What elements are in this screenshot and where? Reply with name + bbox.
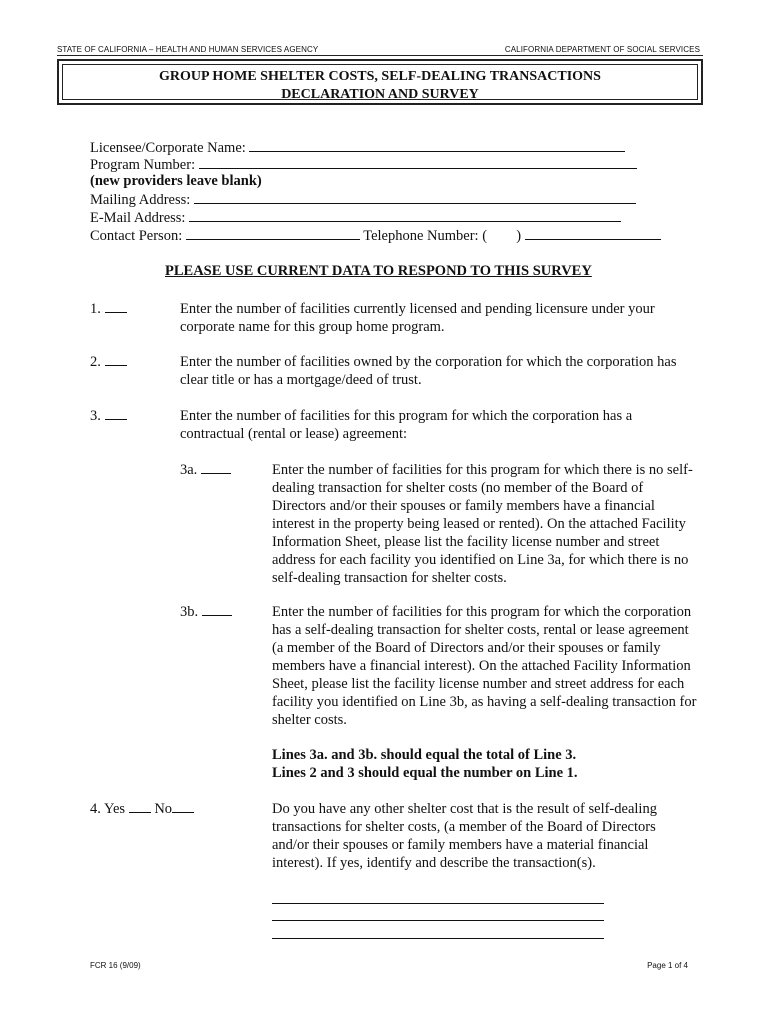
telephone-input-line[interactable] xyxy=(525,227,661,240)
email-label: E-Mail Address: xyxy=(90,210,186,226)
survey-instruction: PLEASE USE CURRENT DATA TO RESPOND TO THIS SURVEY xyxy=(165,263,592,279)
program-row xyxy=(90,156,637,174)
item-4-yes-blank[interactable] xyxy=(129,800,151,813)
telephone-close-paren: ) xyxy=(516,228,522,244)
form-title-line1: GROUP HOME SHELTER COSTS, SELF-DEALING TRANSACTIONS xyxy=(159,69,601,84)
telephone-label: Telephone Number: ( xyxy=(363,228,488,244)
note-line-2: Lines 2 and 3 should equal the number on Line 1. xyxy=(272,765,578,781)
form-title-line2: DECLARATION AND SURVEY xyxy=(281,87,479,102)
note-line-1: Lines 3a. and 3b. should equal the total of Line 3. xyxy=(272,747,577,763)
item-4-no-blank[interactable] xyxy=(172,800,194,813)
mailing-input-line[interactable] xyxy=(194,191,636,204)
answer-line-1[interactable] xyxy=(272,903,604,904)
area-code-space[interactable] xyxy=(491,228,513,240)
item-3-blank[interactable] xyxy=(105,407,127,420)
mailing-label: Mailing Address: xyxy=(90,192,191,208)
contact-row xyxy=(90,227,661,245)
contact-label: Contact Person: xyxy=(90,228,183,244)
item-4-number: 4. Yes No xyxy=(90,800,194,818)
item-3-number: 3. xyxy=(90,407,127,425)
department-header: CALIFORNIA DEPARTMENT OF SOCIAL SERVICES xyxy=(504,45,700,54)
item-3b-text: Enter the number of facilities for this program for which the corporation has a self-dealing transaction for shelter costs, rental or lease agreement (a member of the Board of Directors and/or their spouses or family members have a financial interest). On the attached Facility Information Sheet, please list the facility license number and street address for each facility you identified on Line 3b, as having a self-dealing transaction for shelter costs. xyxy=(272,604,697,728)
item-4-text: Do you have any other shelter cost that is the result of self-dealing transactions for shelter costs, (a member of the Board of Directors and/or their spouses or family members have a material financial interest). If yes, identify and describe the transaction(s). xyxy=(272,801,657,871)
answer-line-2[interactable] xyxy=(272,920,604,921)
program-note: (new providers leave blank) xyxy=(90,173,262,189)
item-1-number: 1. xyxy=(90,300,127,318)
item-2-text: Enter the number of facilities owned by the corporation for which the corporation has clear title or has a mortgage/deed of trust. xyxy=(180,354,677,388)
item-3a-blank[interactable] xyxy=(201,461,231,474)
email-row xyxy=(90,209,621,227)
item-2-number: 2. xyxy=(90,353,127,371)
program-input-line[interactable] xyxy=(199,156,637,169)
item-4-no-label: No xyxy=(154,801,173,817)
header-rule xyxy=(57,55,703,56)
mailing-row xyxy=(90,191,636,209)
item-3b-number: 3b. xyxy=(180,603,232,621)
answer-line-3[interactable] xyxy=(272,938,604,939)
item-3a-text: Enter the number of facilities for this program for which there is no self-dealing transaction for shelter costs (no member of the Board of Directors and/or their spouses or family members have a financial interest in the property being leased or rented). On the attached Facility Information Sheet, please list the facility license number and street address for each facility you identified on Line 3a, for which there is no self-dealing transaction for shelter costs. xyxy=(272,462,693,586)
item-3a-number: 3a. xyxy=(180,461,231,479)
program-label: Program Number: xyxy=(90,157,196,173)
licensee-row xyxy=(90,139,625,157)
item-2-blank[interactable] xyxy=(105,353,127,366)
form-id: FCR 16 (9/09) xyxy=(90,961,141,970)
contact-input-line[interactable] xyxy=(186,227,360,240)
item-3b-blank[interactable] xyxy=(202,603,232,616)
item-3-text: Enter the number of facilities for this program for which the corporation has a contractual (rental or lease) agreement: xyxy=(180,408,633,442)
title-box xyxy=(57,59,703,105)
item-1-blank[interactable] xyxy=(105,300,127,313)
licensee-label: Licensee/Corporate Name: xyxy=(90,140,246,156)
page-number: Page 1 of 4 xyxy=(647,961,688,970)
item-1-text: Enter the number of facilities currently licensed and pending licensure under your corporate name for this group home program. xyxy=(180,301,655,335)
email-input-line[interactable] xyxy=(189,209,621,222)
agency-header: STATE OF CALIFORNIA – HEALTH AND HUMAN SERVICES AGENCY xyxy=(57,45,319,54)
licensee-input-line[interactable] xyxy=(249,139,625,152)
